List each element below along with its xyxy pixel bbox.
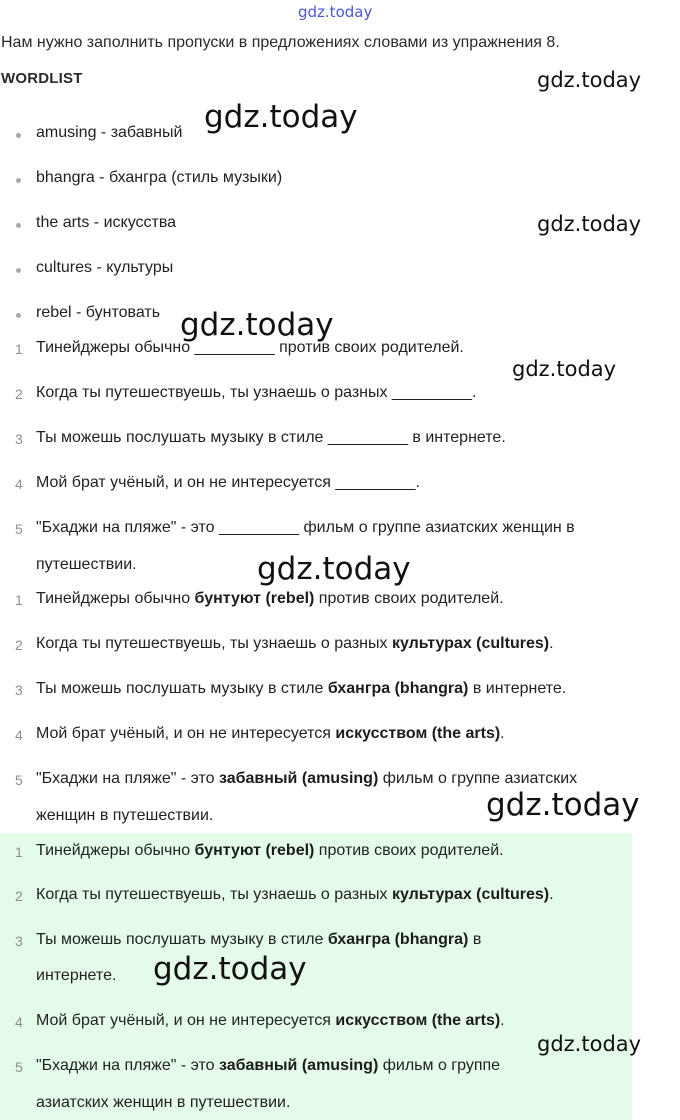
- bullet-icon: [16, 133, 21, 138]
- bullet-icon: [16, 178, 21, 183]
- watermark: gdz.today: [180, 307, 334, 343]
- watermark: gdz.today: [257, 551, 411, 587]
- watermark: gdz.today: [537, 212, 642, 236]
- intro-text: Нам нужно заполнить пропуски в предложениях словами из упражнения 8.: [1, 34, 560, 51]
- watermark: gdz.today: [537, 1032, 642, 1056]
- bullet-icon: [16, 268, 21, 273]
- watermark: gdz.today: [204, 99, 358, 135]
- top-watermark: gdz.today: [298, 3, 373, 21]
- watermark: gdz.today: [486, 787, 640, 823]
- bullet-icon: [16, 313, 21, 318]
- watermark: gdz.today: [153, 951, 307, 987]
- watermark: gdz.today: [512, 357, 617, 381]
- wordlist-heading: WORDLIST: [1, 70, 83, 87]
- watermark: gdz.today: [537, 68, 642, 92]
- bullet-icon: [16, 223, 21, 228]
